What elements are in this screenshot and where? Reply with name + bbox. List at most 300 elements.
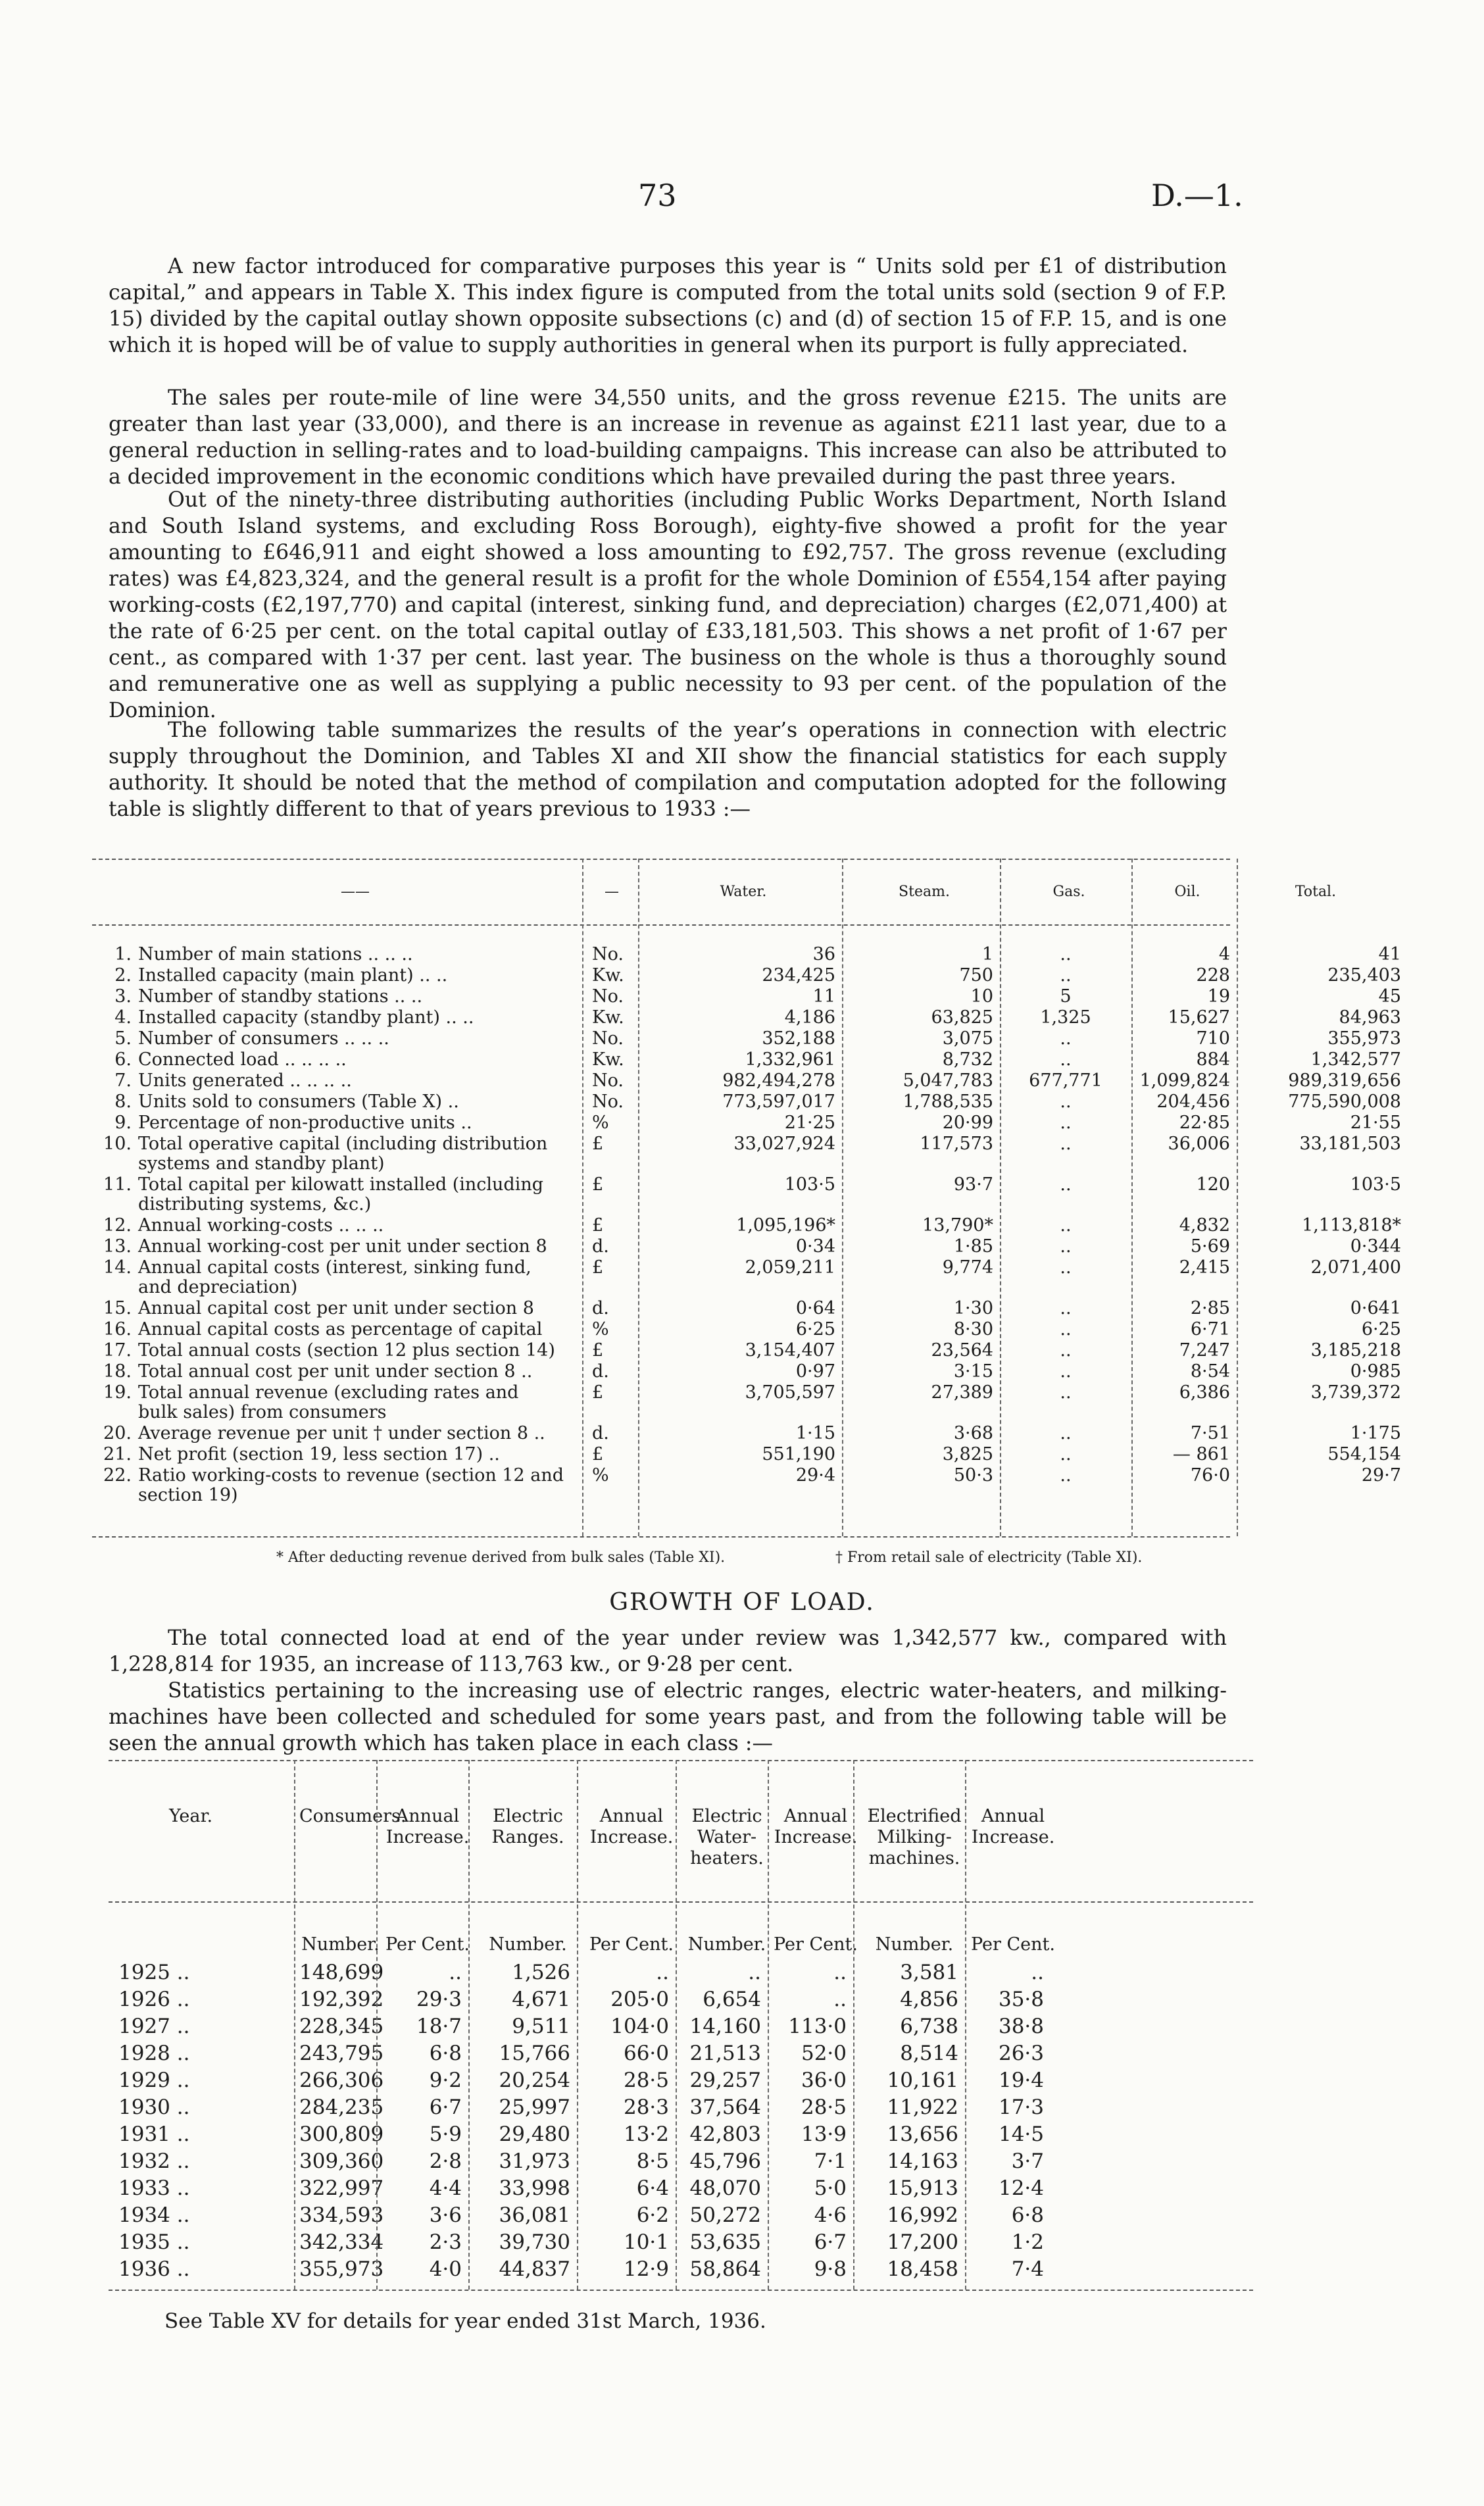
growth-cell: 7·1: [814, 2149, 847, 2173]
row-number: 1.: [114, 944, 132, 965]
cell-gas: ..: [1060, 1215, 1072, 1236]
row-dots: ..: [528, 1423, 545, 1443]
cell-gas: ..: [1060, 1257, 1072, 1278]
cell-steam: 63,825: [931, 1007, 993, 1028]
row-label-text: Number of main stations: [138, 944, 362, 965]
cell-water: 3,154,407: [745, 1340, 835, 1361]
cell-steam: 13,790*: [922, 1215, 993, 1236]
growth-cell: 8,514: [900, 2042, 958, 2065]
growth-cell: 29·3: [416, 1988, 462, 2011]
cell-water: 234,425: [762, 965, 835, 986]
row-label-text: Ratio working-costs to revenue (section 12 and: [138, 1465, 564, 1486]
cell-gas: ..: [1060, 1298, 1072, 1318]
cell-oil: 710: [1196, 1028, 1230, 1049]
row-label-text: Units generated: [138, 1070, 284, 1091]
growth-cell: 17,200: [887, 2230, 958, 2254]
row-label-text: Total operative capital (including distribution: [138, 1134, 548, 1154]
growth-cell: ..: [748, 1961, 761, 1984]
row-number: 11.: [103, 1174, 132, 1195]
cell-oil: 2·85: [1190, 1298, 1230, 1318]
cell-water: 1,332,961: [745, 1049, 835, 1070]
growth-cell: 17·3: [998, 2095, 1044, 2119]
growth-cell: 45,796: [689, 2149, 761, 2173]
growth-cell: 11,922: [887, 2095, 958, 2119]
growth-cell: 9·2: [429, 2068, 462, 2092]
cell-oil: 8·54: [1190, 1361, 1230, 1382]
growth-cell: 6·4: [636, 2176, 669, 2200]
growth-cell: 6,738: [900, 2015, 958, 2038]
row-label: [92, 1257, 625, 1278]
growth-year: 1927 ..: [118, 2015, 190, 2038]
row-label: [92, 1298, 625, 1318]
cell-total: 989,319,656: [1288, 1070, 1401, 1091]
row-dots: .. .. ..: [362, 944, 413, 965]
growth-cell: 205·0: [610, 1988, 669, 2011]
cell-steam: 1·85: [953, 1236, 993, 1257]
row-label-text: Percentage of non-productive units: [138, 1113, 455, 1133]
growth-cell: 322,997: [299, 2176, 384, 2200]
row-label: [92, 965, 625, 986]
row-dots: .. .. .. ..: [284, 1070, 352, 1091]
row-label: [92, 1465, 625, 1486]
growth-header-0: Year.: [168, 1806, 213, 1826]
growth-unit-0: Number.: [301, 1934, 380, 1955]
cell-water: 0·97: [795, 1361, 835, 1382]
cell-water: 773,597,017: [722, 1091, 835, 1112]
cell-water: 352,188: [762, 1028, 835, 1049]
growth-header-8: Annual Increase.: [971, 1806, 1055, 1847]
row-dots: .. ..: [413, 965, 448, 986]
cell-steam: 1: [981, 944, 993, 965]
cell-steam: 3,825: [942, 1444, 993, 1465]
growth-cell: 25,997: [499, 2095, 570, 2119]
cell-steam: 9,774: [942, 1257, 993, 1278]
row-label: [92, 1382, 625, 1403]
cell-gas: ..: [1060, 1174, 1072, 1195]
growth-cell: 4·4: [429, 2176, 462, 2200]
growth-cell: 38·8: [998, 2015, 1044, 2038]
growth-cell: 42,803: [689, 2122, 761, 2146]
row-label: [92, 1319, 625, 1340]
row-number: 12.: [103, 1215, 132, 1236]
cell-gas: 1,325: [1040, 1007, 1091, 1028]
cell-gas: ..: [1060, 1465, 1072, 1486]
cell-oil: 4,832: [1179, 1215, 1230, 1236]
footer-note: See Table XV for details for year ended 31st March, 1936.: [164, 2309, 766, 2333]
cell-oil: 15,627: [1168, 1007, 1230, 1028]
row-dots: ..: [442, 1091, 459, 1112]
cell-total: 1,113,818*: [1302, 1215, 1401, 1236]
cell-total: 33,181,503: [1299, 1134, 1401, 1154]
cell-total: 3,185,218: [1310, 1340, 1401, 1361]
cell-water: 1·15: [795, 1423, 835, 1443]
growth-cell: 7·4: [1011, 2257, 1044, 2281]
cell-total: 554,154: [1327, 1444, 1401, 1465]
growth-cell: 36·0: [801, 2068, 847, 2092]
growth-cell: 6·8: [1011, 2203, 1044, 2227]
cell-oil: — 861: [1172, 1444, 1230, 1465]
row-label: [92, 986, 625, 1007]
cell-gas: ..: [1060, 1319, 1072, 1340]
paragraph-units-sold: A new factor introduced for comparative purposes this year is “ Units sold per £1 of distribution capital,” and appears in Table X. This index figure is computed from the total units sold (section 9 of F.P. 15) divided by the capital outlay shown opposite subsections (c) and (d) of section 15 of F.P. 15, and is one which it is hoped will be of value to supply authorities in general when its purport is fully appreciated.: [109, 255, 1227, 357]
row-unit: £: [592, 1382, 604, 1403]
cell-total: 775,590,008: [1288, 1091, 1401, 1112]
row-label: [92, 1174, 625, 1195]
row-label: [92, 1049, 625, 1070]
growth-year: 1936 ..: [118, 2257, 190, 2281]
row-label: [92, 944, 625, 965]
growth-cell: 21,513: [689, 2042, 761, 2065]
row-number: 8.: [114, 1091, 132, 1112]
cell-total: 84,963: [1339, 1007, 1401, 1028]
row-label: [92, 1361, 625, 1382]
growth-cell: 10·1: [623, 2230, 669, 2254]
cell-gas: 677,771: [1029, 1070, 1102, 1091]
row-label-text: Annual capital costs (interest, sinking fund,: [138, 1257, 532, 1278]
growth-table: [109, 1760, 1253, 2293]
row-label-text: Total capital per kilowatt installed (including: [138, 1174, 544, 1195]
growth-cell: 19·4: [998, 2068, 1044, 2092]
growth-cell: 12·9: [623, 2257, 669, 2281]
cell-steam: 27,389: [931, 1382, 993, 1403]
row-number: 6.: [114, 1049, 132, 1070]
row-unit: Kw.: [592, 1007, 624, 1028]
cell-steam: 8·30: [953, 1319, 993, 1340]
growth-cell: 2·3: [429, 2230, 462, 2254]
growth-row: [109, 2122, 1253, 2145]
note-bulk-sales: * After deducting revenue derived from bulk sales (Table XI).: [276, 1549, 726, 1566]
cell-oil: 7,247: [1179, 1340, 1230, 1361]
row-dots: .. ..: [439, 1007, 474, 1028]
cell-gas: ..: [1060, 1444, 1072, 1465]
row-label-continued: distributing systems, &c.): [138, 1194, 372, 1215]
row-dots: .. ..: [388, 986, 423, 1007]
growth-cell: 16,992: [887, 2203, 958, 2227]
row-number: 20.: [103, 1423, 132, 1443]
cell-oil: 6·71: [1190, 1319, 1230, 1340]
growth-cell: 6·7: [429, 2095, 462, 2119]
row-label-text: Annual capital cost per unit under section 8: [138, 1298, 534, 1318]
growth-cell: 8·5: [636, 2149, 669, 2173]
row-label-continued: bulk sales) from consumers: [138, 1402, 387, 1422]
growth-row: [109, 2042, 1253, 2064]
page-number: 73: [638, 178, 677, 213]
growth-year: 1933 ..: [118, 2176, 190, 2200]
summary-table: [92, 859, 1401, 1543]
row-label: [92, 1028, 625, 1049]
row-number: 19.: [103, 1382, 132, 1403]
growth-cell: 342,334: [299, 2230, 384, 2254]
row-dots: ..: [515, 1361, 533, 1382]
cell-gas: ..: [1060, 1091, 1072, 1112]
cell-gas: ..: [1060, 1236, 1072, 1257]
growth-cell: 300,809: [299, 2122, 384, 2146]
growth-cell: 31,973: [499, 2149, 570, 2173]
header-steam: Steam.: [899, 884, 950, 900]
row-unit: d.: [592, 1236, 609, 1257]
cell-water: 103·5: [784, 1174, 835, 1195]
growth-cell: 10,161: [887, 2068, 958, 2092]
growth-unit-4: Number.: [687, 1934, 766, 1955]
row-dots: ..: [455, 1113, 472, 1133]
growth-cell: 44,837: [499, 2257, 570, 2281]
cell-water: 4,186: [784, 1007, 835, 1028]
cell-oil: 76·0: [1190, 1465, 1230, 1486]
cell-total: 0·985: [1350, 1361, 1401, 1382]
cell-total: 41: [1378, 944, 1401, 965]
cell-steam: 3·68: [953, 1423, 993, 1443]
cell-total: 21·55: [1350, 1113, 1401, 1133]
header-unit: —: [605, 884, 619, 900]
row-label: [92, 1444, 625, 1465]
paragraph-table-intro: The following table summarizes the results of the year’s operations in connection with electric supply throughout the Dominion, and Tables XI and XII show the financial statistics for each supply authority. It should be noted that the method of compilation and computation adopted for the following table is slightly different to that of years previous to 1933 :—: [109, 718, 1227, 821]
cell-oil: 1,099,824: [1139, 1070, 1230, 1091]
row-number: 15.: [103, 1298, 132, 1318]
growth-row: [109, 1988, 1253, 2010]
growth-cell: 53,635: [689, 2230, 761, 2254]
growth-cell: 14·5: [998, 2122, 1044, 2146]
row-number: 2.: [114, 965, 132, 986]
growth-header-4: Annual Increase.: [589, 1806, 674, 1847]
growth-cell: ..: [449, 1961, 462, 1984]
paragraph-distributing-authorities: Out of the ninety-three distributing authorities (including Public Works Department, North Island and South Island systems, and excluding Ross Borough), eighty-five showed a profit for the year amounting to £646,911 and eight showed a loss amounting to £92,757. The gross revenue (excluding rates) was £4,823,324, and the general result is a profit for the whole Dominion of £554,154 after paying working-costs (£2,197,770) and capital (interest, sinking fund, and depreciation) charges (£2,071,400) at the rate of 6·25 per cent. on the total capital outlay of £33,181,503. This shows a net profit of 1·67 per cent., as compared with 1·37 per cent. last year. The business on the whole is thus a thoroughly sound and remunerative one as well as supplying a public necessity to 93 per cent. of the population of the Dominion.: [109, 488, 1227, 722]
row-number: 10.: [103, 1134, 132, 1154]
growth-cell: 113·0: [788, 2015, 847, 2038]
growth-header-5: Electric Water-heaters.: [690, 1806, 764, 1868]
row-label: [92, 1423, 625, 1443]
cell-gas: ..: [1060, 1423, 1072, 1443]
cell-water: 0·34: [795, 1236, 835, 1257]
growth-cell: ..: [1031, 1961, 1044, 1984]
growth-cell: 3·6: [429, 2203, 462, 2227]
cell-steam: 1·30: [953, 1298, 993, 1318]
cell-steam: 750: [959, 965, 993, 986]
cell-water: 36: [812, 944, 835, 965]
row-unit: No.: [592, 1070, 624, 1091]
growth-unit-2: Number.: [489, 1934, 567, 1955]
row-label-text: Total annual revenue (excluding rates and: [138, 1382, 519, 1403]
row-label-text: Annual working-cost per unit under section 8: [138, 1236, 547, 1257]
row-label-text: Installed capacity (standby plant): [138, 1007, 440, 1028]
cell-oil: 4: [1218, 944, 1230, 965]
cell-gas: ..: [1060, 1340, 1072, 1361]
row-label: [92, 1070, 625, 1091]
growth-header-6: Annual Increase.: [774, 1806, 858, 1847]
row-unit: d.: [592, 1423, 609, 1443]
cell-water: 551,190: [762, 1444, 835, 1465]
row-number: 4.: [114, 1007, 132, 1028]
header-total: Total.: [1295, 884, 1337, 900]
growth-cell: 58,864: [689, 2257, 761, 2281]
row-label-text: Number of consumers: [138, 1028, 339, 1049]
growth-cell: 9,511: [512, 2015, 570, 2038]
growth-cell: 6·8: [429, 2042, 462, 2065]
growth-header-3: Electric Ranges.: [491, 1806, 564, 1847]
cell-gas: ..: [1060, 965, 1072, 986]
cell-total: 2,071,400: [1310, 1257, 1401, 1278]
cell-gas: ..: [1060, 944, 1072, 965]
row-unit: %: [592, 1113, 609, 1133]
row-label-text: Connected load: [138, 1049, 279, 1070]
cell-gas: ..: [1060, 1361, 1072, 1382]
growth-cell: 148,699: [299, 1961, 384, 1984]
cell-steam: 10: [970, 986, 993, 1007]
cell-water: 0·64: [795, 1298, 835, 1318]
growth-year: 1926 ..: [118, 1988, 190, 2011]
growth-cell: 3,581: [900, 1961, 958, 1984]
growth-cell: 4·0: [429, 2257, 462, 2281]
paragraph-sales-per-route-mile: The sales per route-mile of line were 34,550 units, and the gross revenue £215. The units are greater than last year (33,000), and there is an increase in revenue as against £211 last year, due to a general reduction in selling-rates and to load-building campaigns. This increase can also be attributed to a decided improvement in the economic conditions which have prevailed during the past three years.: [109, 386, 1227, 489]
growth-row: [109, 2095, 1253, 2118]
row-unit: d.: [592, 1298, 609, 1318]
cell-water: 33,027,924: [733, 1134, 835, 1154]
growth-cell: 4,856: [900, 1988, 958, 2011]
growth-unit-6: Number.: [875, 1934, 954, 1955]
cell-total: 0·344: [1350, 1236, 1401, 1257]
row-number: 21.: [103, 1444, 132, 1465]
growth-cell: 9·8: [814, 2257, 847, 2281]
growth-cell: 28·3: [623, 2095, 669, 2119]
growth-cell: 14,160: [689, 2015, 761, 2038]
growth-cell: 309,360: [299, 2149, 384, 2173]
row-label-text: Average revenue per unit † under section 8: [138, 1423, 528, 1443]
row-label-continued: systems and standby plant): [138, 1153, 385, 1174]
row-unit: £: [592, 1134, 604, 1154]
cell-water: 1,095,196*: [736, 1215, 835, 1236]
cell-oil: 7·51: [1190, 1423, 1230, 1443]
row-unit: £: [592, 1340, 604, 1361]
growth-cell: 228,345: [299, 2015, 384, 2038]
cell-total: 235,403: [1327, 965, 1401, 986]
growth-row: [109, 2149, 1253, 2172]
growth-cell: 266,306: [299, 2068, 384, 2092]
growth-cell: 28·5: [801, 2095, 847, 2119]
row-unit: %: [592, 1319, 609, 1340]
cell-oil: 36,006: [1168, 1134, 1230, 1154]
growth-cell: ..: [656, 1961, 669, 1984]
cell-steam: 8,732: [942, 1049, 993, 1070]
row-unit: Kw.: [592, 1049, 624, 1070]
cell-total: 103·5: [1350, 1174, 1401, 1195]
growth-cell: 1,526: [512, 1961, 570, 1984]
row-label-text: Annual capital costs as percentage of capital: [138, 1319, 543, 1340]
row-unit: No.: [592, 1028, 624, 1049]
row-unit: No.: [592, 944, 624, 965]
cell-steam: 93·7: [953, 1174, 993, 1195]
cell-water: 6·25: [795, 1319, 835, 1340]
cell-steam: 20·99: [942, 1113, 993, 1133]
growth-header-2: Annual Increase.: [385, 1806, 470, 1847]
growth-cell: 1·2: [1011, 2230, 1044, 2254]
growth-row: [109, 2257, 1253, 2280]
growth-unit-3: Per Cent.: [589, 1934, 674, 1955]
cell-steam: 117,573: [920, 1134, 993, 1154]
row-number: 22.: [103, 1465, 132, 1486]
growth-year: 1931 ..: [118, 2122, 190, 2146]
cell-water: 29·4: [795, 1465, 835, 1486]
growth-cell: ..: [833, 1988, 847, 2011]
row-unit: £: [592, 1257, 604, 1278]
growth-cell: 5·9: [429, 2122, 462, 2146]
row-label: [92, 1215, 625, 1236]
cell-total: 3,739,372: [1310, 1382, 1401, 1403]
row-number: 3.: [114, 986, 132, 1007]
growth-row: [109, 2203, 1253, 2226]
cell-oil: 19: [1207, 986, 1230, 1007]
growth-year: 1934 ..: [118, 2203, 190, 2227]
row-label: [92, 1007, 625, 1028]
header-oil: Oil.: [1174, 884, 1200, 900]
row-label-text: Number of standby stations: [138, 986, 389, 1007]
growth-cell: 284,235: [299, 2095, 384, 2119]
growth-cell: 50,272: [689, 2203, 761, 2227]
growth-header-1: Consumers.: [299, 1806, 407, 1826]
growth-cell: ..: [833, 1961, 847, 1984]
growth-year: 1928 ..: [118, 2042, 190, 2065]
cell-water: 21·25: [784, 1113, 835, 1133]
row-number: 7.: [114, 1070, 132, 1091]
growth-cell: 6,654: [703, 1988, 761, 2011]
row-label-text: Total annual cost per unit under section 8: [138, 1361, 516, 1382]
row-number: 18.: [103, 1361, 132, 1382]
row-number: 13.: [103, 1236, 132, 1257]
row-label-text: Annual working-costs: [138, 1215, 333, 1236]
growth-year: 1932 ..: [118, 2149, 190, 2173]
growth-cell: 18,458: [887, 2257, 958, 2281]
growth-cell: 39,730: [499, 2230, 570, 2254]
header-gas: Gas.: [1052, 884, 1085, 900]
cell-steam: 3·15: [953, 1361, 993, 1382]
cell-oil: 2,415: [1179, 1257, 1230, 1278]
growth-year: 1930 ..: [118, 2095, 190, 2119]
growth-year: 1929 ..: [118, 2068, 190, 2092]
row-label: [92, 1134, 625, 1154]
row-unit: %: [592, 1465, 609, 1486]
document-code: D.—1.: [1151, 178, 1243, 213]
cell-water: 11: [812, 986, 835, 1007]
growth-year: 1935 ..: [118, 2230, 190, 2254]
row-number: 14.: [103, 1257, 132, 1278]
cell-total: 29·7: [1361, 1465, 1401, 1486]
row-label-text: Total annual costs (section 12 plus section 14): [138, 1340, 555, 1361]
cell-water: 3,705,597: [745, 1382, 835, 1403]
cell-oil: 228: [1196, 965, 1230, 986]
row-label-text: Installed capacity (main plant): [138, 965, 414, 986]
growth-row: [109, 2230, 1253, 2253]
growth-row: [109, 2015, 1253, 2037]
growth-cell: 29,257: [689, 2068, 761, 2092]
growth-cell: 29,480: [499, 2122, 570, 2146]
growth-cell: 36,081: [499, 2203, 570, 2227]
cell-total: 1·175: [1350, 1423, 1401, 1443]
header-blank: ——: [341, 884, 370, 900]
row-label-text: Units sold to consumers (Table X): [138, 1091, 443, 1112]
growth-cell: 15,913: [887, 2176, 958, 2200]
cell-total: 6·25: [1361, 1319, 1401, 1340]
growth-cell: 18·7: [416, 2015, 462, 2038]
growth-cell: 334,593: [299, 2203, 384, 2227]
row-unit: £: [592, 1215, 604, 1236]
growth-cell: 12·4: [998, 2176, 1044, 2200]
paragraph-connected-load: The total connected load at end of the year under review was 1,342,577 kw., compared with 1,228,814 for 1935, an increase of 113,763 kw., or 9·28 per cent.: [109, 1626, 1227, 1676]
section-heading-growth: GROWTH OF LOAD.: [609, 1589, 875, 1616]
row-label-text: Net profit (section 19, less section 17): [138, 1444, 483, 1465]
growth-cell: 6·7: [814, 2230, 847, 2254]
growth-cell: 355,973: [299, 2257, 384, 2281]
header-water: Water.: [720, 884, 767, 900]
growth-cell: 243,795: [299, 2042, 384, 2065]
row-dots: ..: [483, 1444, 500, 1465]
